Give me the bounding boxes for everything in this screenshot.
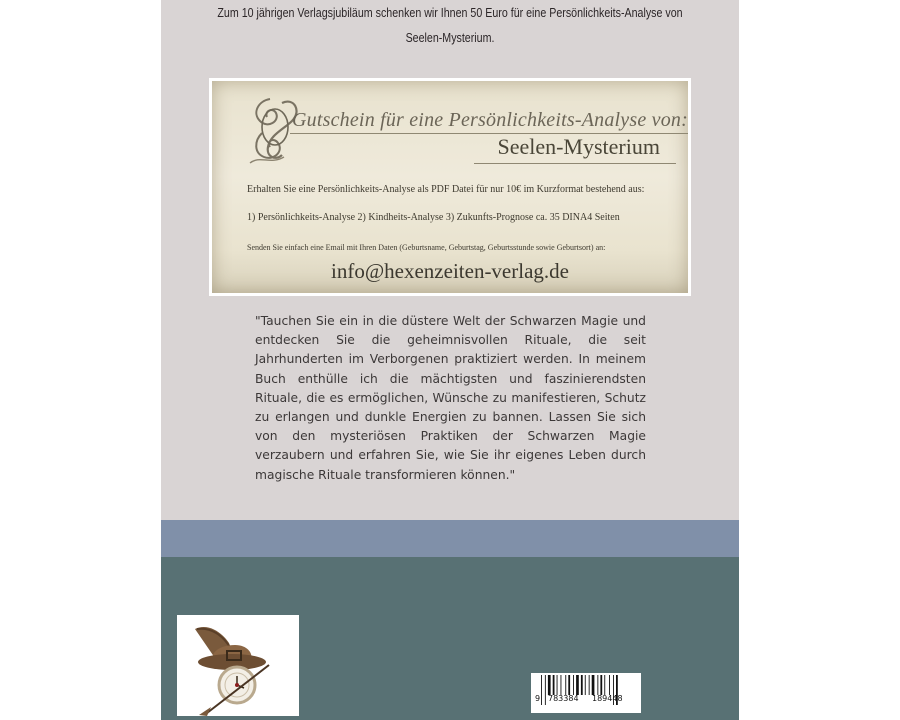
voucher-instructions-text: Senden Sie einfach eine Email mit Ihren Daten (Geburtsname, Geburtstag, Geburtsstunde sowie Geburtsort) an: bbox=[247, 243, 606, 252]
decorative-band bbox=[161, 520, 739, 557]
voucher-brand: Seelen-Mysterium bbox=[497, 134, 660, 159]
voucher-image bbox=[209, 78, 691, 296]
isbn-barcode-icon bbox=[531, 673, 641, 713]
book-blurb: "Tauchen Sie ein in die düstere Welt der Schwarzen Magie und entdecken Sie die geheimnisvollen Rituale, die seit Jahrhunderten im Verborgenen praktiziert werden. In meinem Buch enthülle ich die mächtigsten und faszinierendsten Rituale, die es ermöglichen, Wünsche zu manifestieren, Schutz zu erlangen und dunkle Energien zu bannen. Lassen Sie sich von den mysteriösen Praktiken der Schwarzen Magie verzaubern und erfahren Sie, wie Sie ihr eigenes Leben durch magische Rituale transformieren können." bbox=[255, 314, 646, 482]
barcode-prefix: 9 bbox=[535, 694, 541, 703]
voucher-card bbox=[212, 81, 688, 293]
barcode-bars bbox=[531, 673, 641, 713]
barcode-group-1: 783384 bbox=[548, 694, 579, 703]
voucher-email: info@hexenzeiten-verlag.de bbox=[331, 259, 569, 283]
voucher-brand-underline bbox=[474, 163, 676, 164]
voucher-offer-text: Erhalten Sie eine Persönlichkeits-Analyse als PDF Datei für nur 10€ im Kurzformat bestehend aus: bbox=[247, 184, 645, 195]
book-back-cover bbox=[161, 0, 739, 720]
voucher-title: Gutschein für eine Persönlichkeits-Analyse von: bbox=[292, 109, 688, 131]
jubilee-text: Zum 10 jährigen Verlagsjubiläum schenken wir Ihnen 50 Euro für eine Persönlichkeits-Analyse von Seelen-Mysterium. bbox=[217, 5, 683, 45]
barcode-group-2: 189448 bbox=[592, 694, 623, 703]
voucher-contents-text: 1) Persönlichkeits-Analyse 2) Kindheits-Analyse 3) Zukunfts-Prognose ca. 35 DINA4 Seiten bbox=[247, 212, 620, 223]
witch-hat-clock-icon bbox=[177, 615, 299, 716]
